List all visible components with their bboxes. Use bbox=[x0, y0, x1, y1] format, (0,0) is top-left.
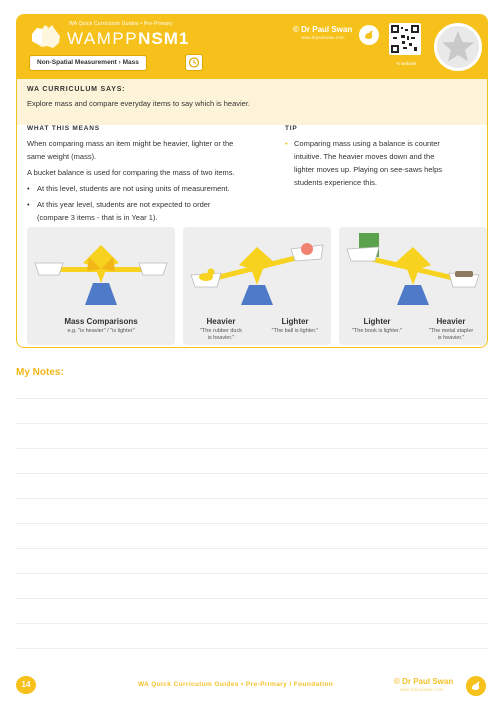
lighter-label: Lighter bbox=[363, 317, 391, 326]
swan-logo-icon bbox=[359, 25, 379, 45]
note-line bbox=[16, 598, 488, 599]
note-line bbox=[16, 548, 488, 549]
swan-logo-icon bbox=[466, 676, 486, 696]
note-line bbox=[16, 573, 488, 574]
footer-author: © Dr Paul Swan bbox=[394, 677, 454, 686]
tip-heading: TIP bbox=[285, 125, 298, 132]
lighter-description: "The book is lighter." bbox=[351, 328, 403, 334]
heavier-description: "The rubber duck is heavier." bbox=[199, 328, 242, 341]
lighter-label: Lighter bbox=[281, 317, 309, 326]
panel-lighter-heavier bbox=[339, 227, 487, 345]
breadcrumb[interactable]: Non-Spatial Measurement › Mass bbox=[29, 55, 147, 71]
clock-icon[interactable] bbox=[185, 54, 203, 71]
series-label: WA Quick Curriculum Guides • Pre-Primary bbox=[69, 21, 173, 27]
heavier-label: Heavier bbox=[206, 317, 236, 326]
page-title bbox=[67, 29, 189, 49]
explanation-line-2: same weight (mass). bbox=[27, 152, 97, 161]
star-badge-icon bbox=[434, 23, 482, 71]
note-line bbox=[16, 523, 488, 524]
panel-subcaption: e.g. "is heavier" / "is lighter" bbox=[67, 328, 135, 334]
note-line bbox=[16, 448, 488, 449]
panel-caption: Mass Comparisons bbox=[64, 317, 138, 326]
australia-map-icon bbox=[29, 22, 63, 52]
note-line bbox=[16, 623, 488, 624]
bullet-item: • At this level, students are not using units of measurement. bbox=[27, 183, 230, 196]
page-number: 14 bbox=[16, 676, 36, 694]
curriculum-box bbox=[17, 79, 487, 125]
footer-series: WA Quick Curriculum Guides • Pre-Primary / Foundation bbox=[138, 681, 334, 688]
qr-code-icon[interactable] bbox=[389, 23, 421, 55]
panel-mass-comparisons bbox=[27, 227, 175, 345]
note-line bbox=[16, 423, 488, 424]
tip-text: • Comparing mass using a balance is counter intuitive. The heavier moves down and the lighter moves up. Playing on see-saws helps students experience this. bbox=[285, 137, 481, 189]
title-light: WAMPP bbox=[67, 29, 139, 48]
header-banner bbox=[17, 15, 487, 79]
author-website[interactable]: www.drpaulswan.com bbox=[301, 35, 345, 40]
bullet-continuation: (compare 3 items - that is in Year 1). bbox=[37, 213, 158, 222]
guide-card bbox=[16, 14, 488, 348]
note-line bbox=[16, 648, 488, 649]
curriculum-heading: WA CURRICULUM SAYS: bbox=[27, 86, 126, 93]
footer-website[interactable]: www.drpaulswan.com bbox=[400, 687, 444, 692]
notes-title: My Notes: bbox=[16, 367, 64, 378]
bullet-item: • At this year level, students are not expected to order bbox=[27, 199, 210, 212]
author-name: © Dr Paul Swan bbox=[293, 25, 353, 34]
what-this-means-heading: WHAT THIS MEANS bbox=[27, 125, 100, 132]
heavier-label: Heavier bbox=[436, 317, 466, 326]
title-code: NSM1 bbox=[138, 29, 190, 48]
heavier-description: "The metal stapler is heavier." bbox=[428, 328, 474, 341]
note-line bbox=[16, 498, 488, 499]
curriculum-text: Explore mass and compare everyday items to say which is heavier. bbox=[27, 99, 251, 108]
note-line bbox=[16, 473, 488, 474]
panel-heavier-lighter bbox=[183, 227, 331, 345]
explanation-line-1: When comparing mass an item might be heavier, lighter or the bbox=[27, 139, 234, 148]
explanation-line-3: A bucket balance is used for comparing the mass of two items. bbox=[27, 168, 235, 177]
website-link[interactable]: ⊲ website bbox=[396, 61, 417, 66]
note-line bbox=[16, 398, 488, 399]
lighter-description: "The ball is lighter." bbox=[271, 328, 319, 334]
